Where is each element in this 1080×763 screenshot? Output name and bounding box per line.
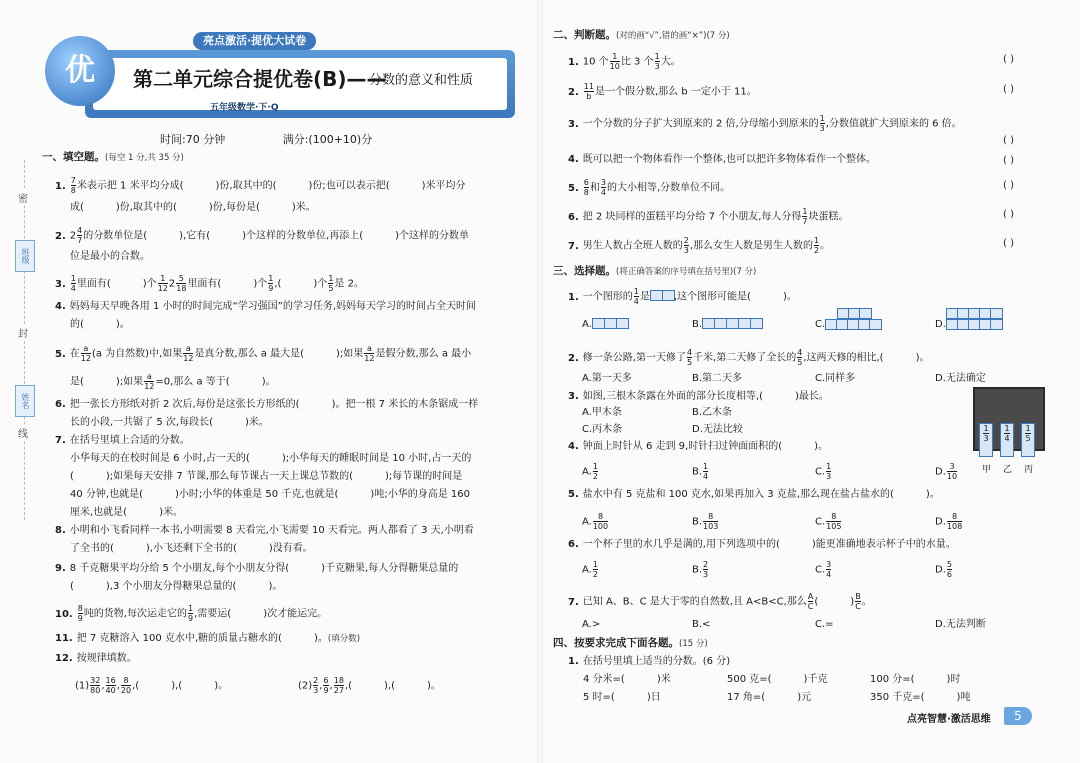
- q7-line-3: 40 分钟,也就是( )小时;小华的体重是 50 千克,也就是( )吨;小华的身高是 160: [70, 489, 470, 500]
- q11-line: 11. 把 7 克糖溶入 100 克水中,糖的质量占糖水的( )。(填分数): [55, 633, 361, 644]
- choice-q4-option-c[interactable]: C. $\frac{1}{3}$: [815, 462, 832, 481]
- stick-jia: $\frac{1}{3}$: [979, 423, 993, 457]
- q8-line-2: 了全书的( ),小飞还剩下全书的( )没有看。: [70, 543, 313, 554]
- judge-q3: 3. 一个分数的分子扩大到原来的 2 倍,分母缩小到原来的 $\frac{1}{3}$ ,分数值就扩大到原来的 6 倍。: [568, 114, 962, 133]
- q4-line-1: 4. 妈妈每天早晚各用 1 小时的时间完成“学习强国”的学习任务,妈妈每天学习的时间占全天时间: [55, 301, 477, 312]
- choice-q7-option-d[interactable]: D.无法判断: [935, 619, 986, 630]
- q7-line-4: 厘米,也就是( )米。: [70, 507, 183, 518]
- choice-q1-option-c[interactable]: C.: [815, 308, 881, 332]
- choice-q5-option-a[interactable]: A. $\frac{8}{100}$: [582, 512, 609, 531]
- class-label-box: 班级: [15, 240, 35, 272]
- choice-q3-option-a[interactable]: A.甲木条: [582, 407, 622, 418]
- choice-q4-option-a[interactable]: A. $\frac{1}{2}$: [582, 462, 598, 481]
- section-1-title: 一、填空题。: [42, 151, 105, 163]
- choice-q1: 1. 一个图形的 $\frac{1}{4}$ 是 ,这个图形可能是( )。: [568, 287, 797, 306]
- section-2-heading: [553, 28, 730, 43]
- seal-char-2: 封: [18, 325, 28, 340]
- q12-title: 12. 按规律填数。: [55, 653, 137, 664]
- choice-q1-option-b[interactable]: B.: [692, 317, 762, 332]
- conv-5: 17 角=( )元: [727, 692, 812, 703]
- choice-q5: 5. 盐水中有 5 克盐和 100 克水,如果再加入 3 克盐,那么现在盐占盐水的( )。: [568, 489, 940, 500]
- exam-subtitle: 分数的意义和性质: [369, 73, 474, 88]
- choice-q6-option-c[interactable]: C. $\frac{3}{4}$: [815, 560, 832, 579]
- footer-slogan: 点亮智慧·激活思维: [907, 714, 991, 725]
- time-limit: 时间:70 分钟: [160, 133, 226, 146]
- q7-title: 7. 在括号里填上合适的分数。: [55, 435, 190, 446]
- judge-q2: 2. $\frac{11}{b}$ 是一个假分数,那么 b 一定小于 11。: [568, 82, 757, 101]
- q12-part-2: (2) $\frac{2}{3}$ , $\frac{6}{9}$ , $\frac{18}{27}$ ,( ),( )。: [298, 676, 441, 695]
- judge-answer-6[interactable]: ( ): [1003, 209, 1014, 220]
- stick-label-yi: 乙: [1003, 465, 1013, 475]
- choice-q1-option-d[interactable]: D.: [935, 308, 1002, 332]
- section-3-heading: [553, 264, 756, 279]
- excellence-badge-icon: 优: [45, 36, 115, 106]
- exam-header: [45, 30, 515, 120]
- exam-title: 第二单元综合提优卷(B)——: [133, 67, 387, 91]
- q9-line-2: ( ),3 个小朋友分得糖果总量的( )。: [70, 581, 283, 592]
- s4-q1-title: 1. 在括号里填上适当的分数。(6 分): [568, 656, 731, 667]
- q6-line-2: 长的小段,一共锯了 5 次,每段长( )米。: [70, 417, 269, 428]
- choice-q2-option-b[interactable]: B.第二天多: [692, 373, 743, 384]
- judge-answer-2[interactable]: ( ): [1003, 84, 1014, 95]
- q12-part-1: (1) $\frac{32}{80}$ , $\frac{16}{40}$ , $\frac{8}{20}$ ,( ),( )。: [75, 676, 229, 695]
- judge-answer-1[interactable]: ( ): [1003, 54, 1014, 65]
- q5-line-2: 是( );如果 $\frac{a}{12}$ =0,那么 a 等于( )。: [70, 372, 276, 391]
- q7-line-1: 小华每天的在校时间是 6 小时,占一天的( );小华每天的睡眠时间是 10 小时,占一天的: [70, 453, 472, 464]
- choice-q4-option-b[interactable]: B. $\frac{1}{4}$: [692, 462, 709, 481]
- fraction-4-7: $\frac{4}{7}$: [77, 226, 83, 245]
- stick-label-jia: 甲: [982, 465, 992, 475]
- conv-4: 5 时=( )日: [583, 692, 661, 703]
- choice-q3: 3. 如图,三根木条露在外面的部分长度相等,( )最长。: [568, 391, 829, 402]
- choice-q2-option-a[interactable]: A.第一天多: [582, 373, 632, 384]
- conv-1: 4 分米=( )米: [583, 674, 671, 685]
- choice-q3-option-c[interactable]: C.丙木条: [582, 424, 623, 435]
- section-4-title: 四、按要求完成下面各题。: [553, 637, 679, 649]
- q2-line-1: 2. 2 $\frac{4}{7}$ 的分数单位是( ),它有( )个这样的分数单位,再添上( )个这样的分数单: [55, 226, 470, 245]
- series-tag: 亮点激活·提优大试卷: [193, 32, 316, 50]
- fraction-7-8: $\frac{7}{8}$: [70, 176, 76, 195]
- choice-q6: 6. 一个杯子里的水几乎是满的,用下列选项中的( )能更准确地表示杯子中的水量。: [568, 539, 956, 550]
- section-2-note: (对的画“√”,错的画“×”)(7 分): [616, 31, 730, 41]
- choice-q4: 4. 钟面上时针从 6 走到 9,时针扫过钟面面积的( )。: [568, 441, 829, 452]
- judge-answer-7[interactable]: ( ): [1003, 238, 1014, 249]
- judge-q1: 1. 10 个 $\frac{1}{10}$ 比 3 个 $\frac{1}{3}$ 大。: [568, 52, 681, 71]
- choice-q6-option-a[interactable]: A. $\frac{1}{2}$: [582, 560, 598, 579]
- time-score-line: [160, 131, 426, 147]
- stick-bing: $\frac{1}{5}$: [1021, 423, 1035, 457]
- choice-q7-option-a[interactable]: A.>: [582, 619, 601, 630]
- binding-dashed-line: [24, 160, 25, 520]
- q1-line-1: 1. $\frac{7}{8}$ 米表示把 1 米平均分成( )份,取其中的( )份;也可以表示把( )米平均分: [55, 176, 466, 195]
- page-fold: [537, 0, 543, 763]
- section-3-title: 三、选择题。: [553, 265, 616, 277]
- judge-answer-4[interactable]: ( ): [1003, 155, 1014, 166]
- choice-q4-option-d[interactable]: D. $\frac{3}{10}$: [935, 462, 958, 481]
- seal-char-1: 密: [18, 190, 28, 205]
- page-number: 5: [1004, 707, 1032, 725]
- choice-q5-option-d[interactable]: D. $\frac{8}{108}$: [935, 512, 963, 531]
- judge-q4: 4. 既可以把一个物体看作一个整体,也可以把许多物体看作一个整体。: [568, 154, 876, 165]
- choice-q7-option-b[interactable]: B.<: [692, 619, 711, 630]
- conv-3: 100 分=( )时: [870, 674, 961, 685]
- judge-q7: 7. 男生人数占全班人数的 $\frac{2}{3}$ ,那么女生人数是男生人数的 $\frac{1}{2}$ 。: [568, 236, 831, 255]
- grade-label: 五年级数学·下·Q: [210, 103, 279, 113]
- judge-answer-5[interactable]: ( ): [1003, 180, 1014, 191]
- section-1-heading: [42, 150, 184, 165]
- q3-line: 3. $\frac{1}{4}$ 里面有( )个 $\frac{1}{12}$ 2 $\frac{5}{18}$ 里面有( )个 $\frac{1}{9}$ ,( )个 $\frac{1}{5}$ 是 2。: [55, 274, 364, 293]
- q7-line-2: ( );如果每天安排 7 节课,那么每节课占一天上课总节数的( );每节课的时间是: [70, 471, 463, 482]
- q10-line: 10. $\frac{8}{9}$ 吨的货物,每次运走它的 $\frac{1}{9}$ ,需要运( )次才能运完。: [55, 604, 328, 623]
- choice-q2: 2. 修一条公路,第一天修了 $\frac{4}{5}$ 千米,第二天修了全长的 $\frac{4}{5}$ ,这两天修的相比,( )。: [568, 348, 930, 367]
- choice-q5-option-b[interactable]: B. $\frac{8}{103}$: [692, 512, 719, 531]
- q2-line-2: 位是最小的合数。: [70, 251, 150, 262]
- section-1-note: (每空 1 分,共 35 分): [105, 153, 184, 163]
- section-2-title: 二、判断题。: [553, 29, 616, 41]
- conv-2: 500 克=( )千克: [727, 674, 828, 685]
- choice-q2-option-c[interactable]: C.同样多: [815, 373, 856, 384]
- stick-yi: $\frac{1}{4}$: [1000, 423, 1014, 457]
- choice-q6-option-d[interactable]: D. $\frac{5}{6}$: [935, 560, 952, 579]
- choice-q7: 7. 已知 A、B、C 是大于零的自然数,且 A<B<C,那么 $\frac{A}{C}$ ( ) $\frac{B}{C}$ 。: [568, 592, 872, 611]
- conv-6: 350 千克=( )吨: [870, 692, 971, 703]
- q4-line-2: 的( )。: [70, 319, 130, 330]
- binding-margin: [14, 160, 36, 520]
- q1-line-2: 成( )份,取其中的( )份,每份是( )米。: [70, 202, 316, 213]
- q9-line-1: 9. 8 千克糖果平均分给 5 个小朋友,每个小朋友分得( )千克糖果,每人分得糖果总量的: [55, 563, 459, 574]
- section-4-note: (15 分): [679, 639, 708, 649]
- judge-answer-3[interactable]: ( ): [1003, 135, 1014, 146]
- choice-q3-option-b[interactable]: B.乙木条: [692, 407, 733, 418]
- choice-q3-option-d[interactable]: D.无法比较: [692, 424, 743, 435]
- name-label-box: 姓名: [15, 385, 35, 417]
- choice-q5-option-c[interactable]: C. $\frac{8}{105}$: [815, 512, 842, 531]
- section-4-heading: [553, 636, 708, 651]
- judge-q6: 6. 把 2 块同样的蛋糕平均分给 7 个小朋友,每人分得 $\frac{1}{7}$ 块蛋糕。: [568, 207, 849, 226]
- choice-q2-option-d[interactable]: D.无法确定: [935, 373, 986, 384]
- q6-line-1: 6. 把一张长方形纸对折 2 次后,每份是这张长方形纸的( )。把一根 7 米长的木条锯成一样: [55, 399, 479, 410]
- q8-line-1: 8. 小明和小飞看同样一本书,小明需要 8 天看完,小飞需要 10 天看完。两人都看了 3 天,小明看: [55, 525, 474, 536]
- full-score: 满分:(100+10)分: [282, 133, 373, 146]
- given-shape: [650, 290, 674, 304]
- q5-line-1: 5. 在 $\frac{a}{12}$ (a 为自然数)中,如果 $\frac{a}{12}$ 是真分数,那么 a 最大是( );如果 $\frac{a}{12}$ 是假分数,那么 a 最小: [55, 344, 472, 363]
- judge-q5: 5. $\frac{6}{8}$ 和 $\frac{3}{4}$ 的大小相等,分数单位不同。: [568, 178, 731, 197]
- section-3-note: (将正确答案的序号填在括号里)(7 分): [616, 267, 757, 277]
- choice-q7-option-c[interactable]: C.=: [815, 619, 834, 630]
- choice-q6-option-b[interactable]: B. $\frac{2}{3}$: [692, 560, 709, 579]
- seal-char-3: 线: [18, 425, 28, 440]
- choice-q1-option-a[interactable]: A.: [582, 317, 628, 332]
- stick-label-bing: 丙: [1024, 465, 1034, 475]
